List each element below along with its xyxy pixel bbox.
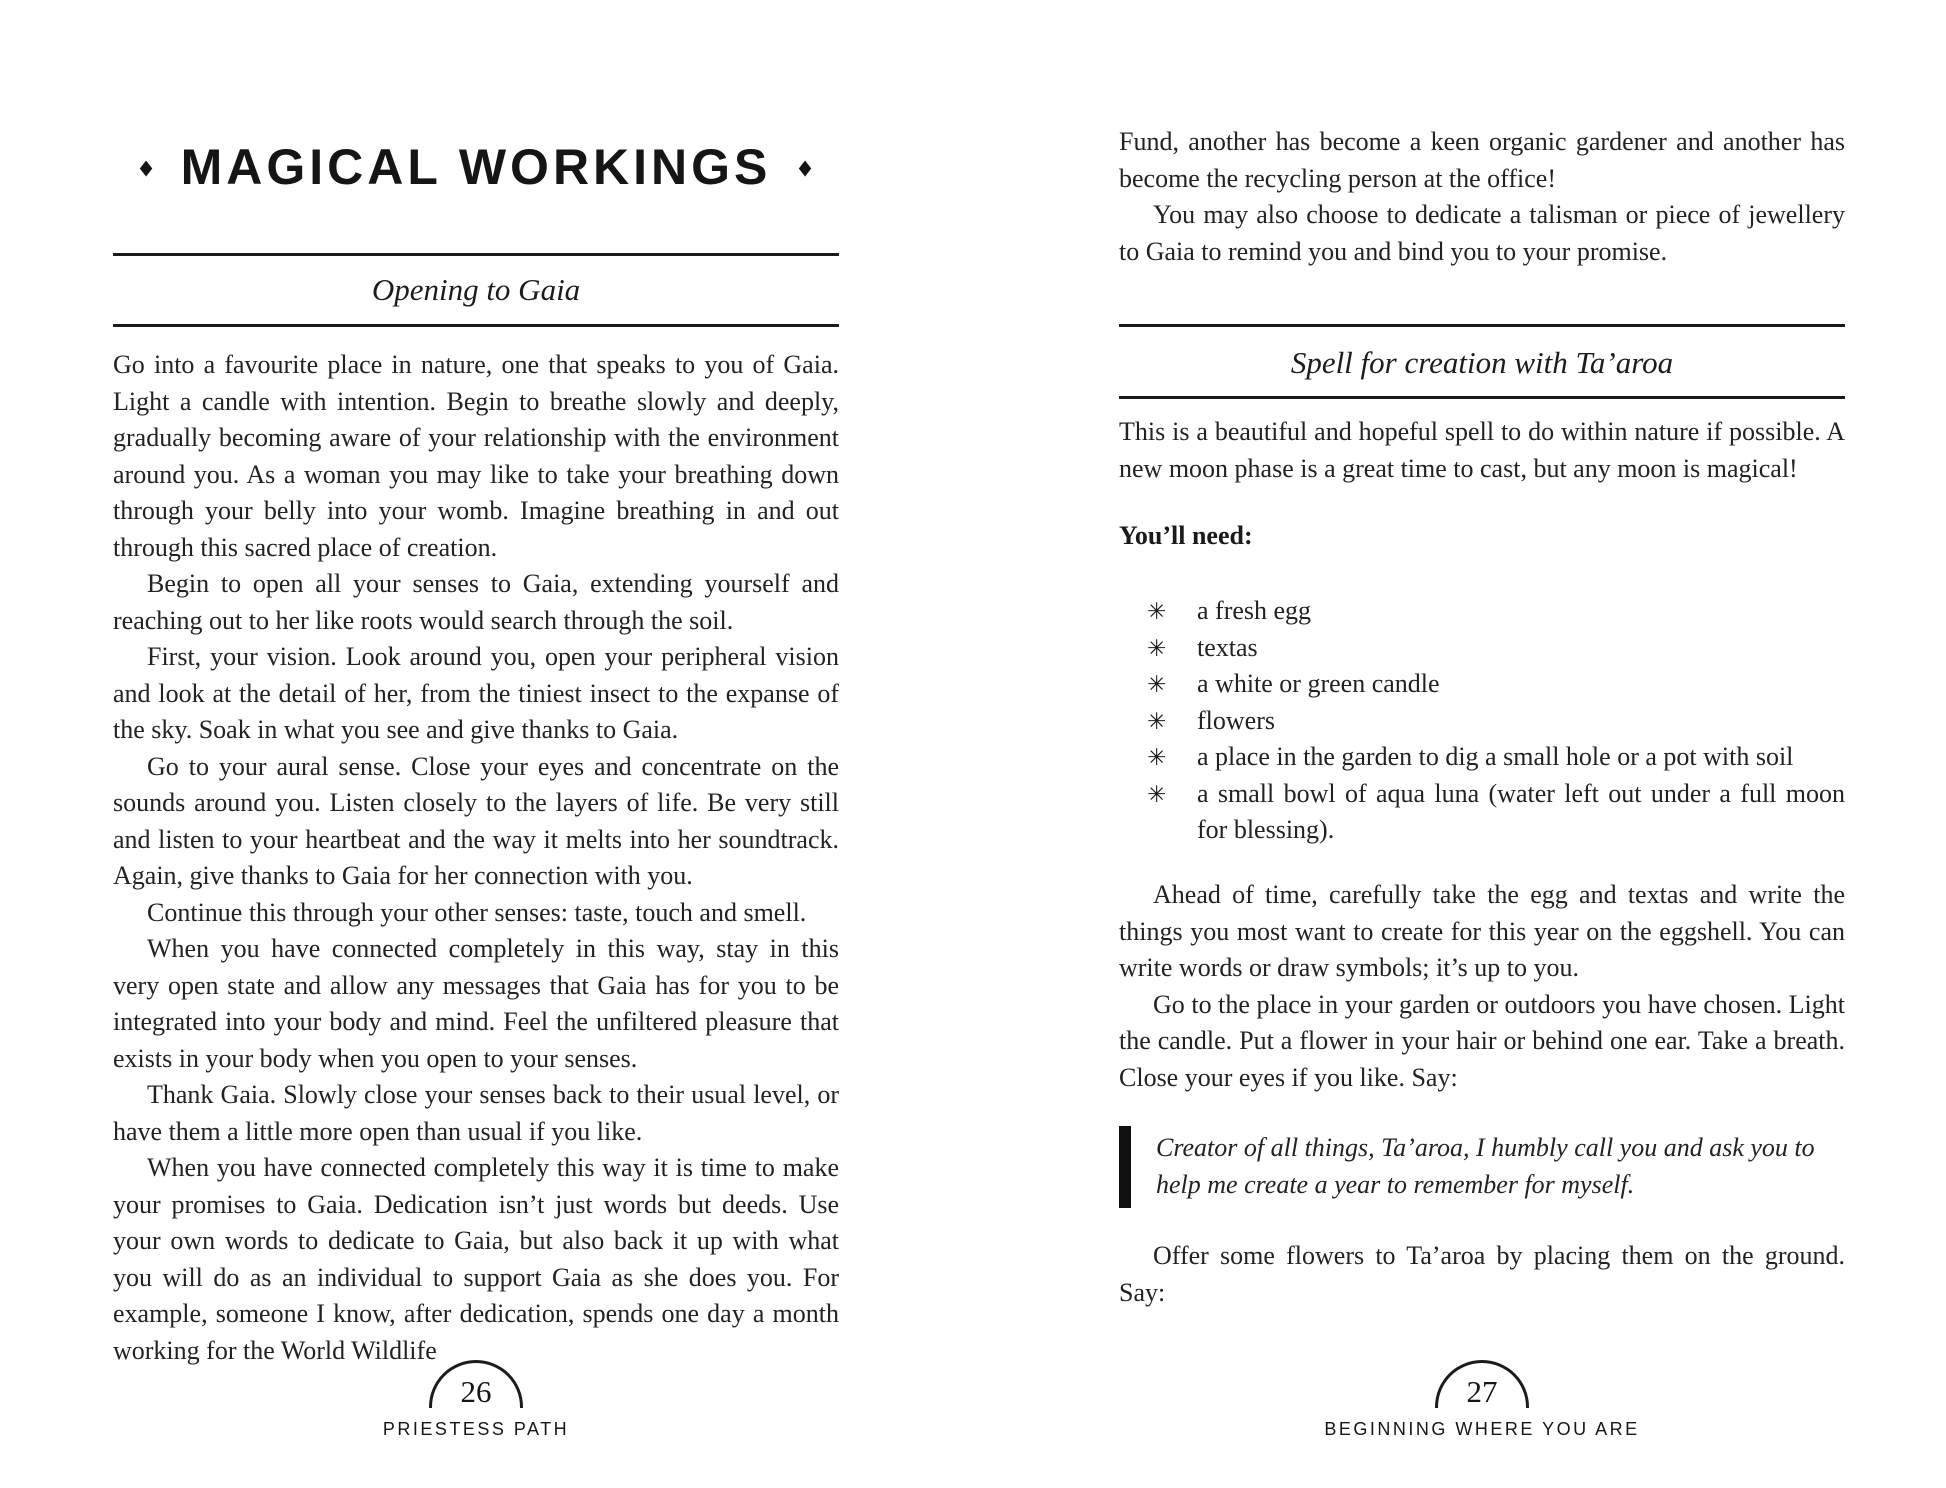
page-number: 27 xyxy=(1466,1374,1498,1409)
list-item-text: flowers xyxy=(1197,705,1275,735)
paragraph: When you have connected completely this way it is time to make your promises to Gaia. Dedication isn’t just words but deeds. Use your own words to dedicate to Gaia, but also back it up with what you will do as an individual to support Gaia as she does you. For example, someone I know, after dedication, spends one day a month working for the World Wildlife xyxy=(113,1153,839,1365)
section-divider xyxy=(113,253,839,256)
paragraph: First, your vision. Look around you, open your peripheral vision and look at the detail of her, from the tiniest insect to the expanse of the sky. Soak in what you see and give thanks to Gaia. xyxy=(113,642,839,744)
paragraph: Continue this through your other senses: taste, touch and smell. xyxy=(147,897,807,927)
list-item xyxy=(1119,776,1845,849)
list-item xyxy=(1119,739,1845,776)
star-bullet-icon: ✳ xyxy=(1147,599,1167,624)
incantation-quote: Creator of all things, Ta’aroa, I humbly call you and ask you to help me create a year to remember for myself. xyxy=(1119,1126,1845,1208)
section-divider xyxy=(1119,324,1845,327)
left-page-body xyxy=(113,347,839,1369)
list-item-text: a fresh egg xyxy=(1197,596,1312,625)
list-item-text: a place in the garden to dig a small hole or a pot with soil xyxy=(1197,742,1794,771)
page-number: 26 xyxy=(460,1374,492,1409)
list-item xyxy=(1119,593,1845,630)
section-divider xyxy=(1119,396,1845,399)
paragraph: Ahead of time, carefully take the egg and textas and write the things you most want to create for this year on the eggshell. You can write words or draw symbols; it’s up to you. xyxy=(1119,880,1845,982)
paragraph: When you have connected completely in this way, stay in this very open state and allow any messages that Gaia has for you to be integrated into your body and mind. Feel the unfiltered pleasure that exists in your body when you open to your senses. xyxy=(113,934,839,1073)
right-page xyxy=(1119,0,1845,1488)
diamond-icon: ◆ xyxy=(140,154,153,179)
needs-list xyxy=(1119,593,1845,849)
list-item-text: textas xyxy=(1197,632,1258,662)
running-footer: BEGINNING WHERE YOU ARE xyxy=(1324,1419,1640,1439)
list-item xyxy=(1119,666,1845,703)
paragraph: You may also choose to dedicate a talisman or piece of jewellery to Gaia to remind you and bind you to your promise. xyxy=(1119,200,1845,266)
needs-label: You’ll need: xyxy=(1119,521,1253,550)
paragraph: Offer some flowers to Ta’aroa by placing them on the ground. Say: xyxy=(1119,1241,1845,1307)
right-page-continuation xyxy=(1119,124,1845,270)
section-divider xyxy=(113,324,839,327)
spell-instructions xyxy=(1119,877,1845,1096)
chapter-title: MAGICAL WORKINGS xyxy=(180,139,772,195)
paragraph: Fund, another has become a keen organic gardener and another has become the recycling person at the office! xyxy=(1119,127,1845,193)
star-bullet-icon: ✳ xyxy=(1147,672,1167,697)
needs-label-row xyxy=(1119,521,1845,551)
left-page xyxy=(113,0,839,1488)
paragraph: Thank Gaia. Slowly close your senses back to their usual level, or have them a little more open than usual if you like. xyxy=(113,1080,839,1146)
list-item xyxy=(1119,703,1845,740)
running-footer: PRIESTESS PATH xyxy=(382,1419,570,1439)
closing-instruction xyxy=(1119,1238,1845,1311)
list-item xyxy=(1119,630,1845,667)
section-heading-opening-to-gaia: Opening to Gaia xyxy=(371,272,581,307)
paragraph: Go to the place in your garden or outdoors you have chosen. Light the candle. Put a flower in your hair or behind one ear. Take a breath. Close your eyes if you like. Say: xyxy=(1119,989,1845,1092)
paragraph: Begin to open all your senses to Gaia, extending yourself and reaching out to her like roots would search through the soil. xyxy=(113,569,839,635)
list-item-text: a white or green candle xyxy=(1197,669,1440,698)
page-number-arc xyxy=(1435,1360,1529,1408)
star-bullet-icon: ✳ xyxy=(1147,635,1167,661)
star-bullet-icon: ✳ xyxy=(1147,708,1167,734)
section-heading-spell-for-creation: Spell for creation with Ta’aroa xyxy=(1290,345,1674,380)
chapter-header xyxy=(113,138,839,196)
paragraph: This is a beautiful and hopeful spell to do within nature if possible. A new moon phase is a great time to cast, but any moon is magical! xyxy=(1119,417,1845,483)
spell-intro xyxy=(1119,414,1845,487)
star-bullet-icon: ✳ xyxy=(1147,781,1167,807)
list-item-text: a small bowl of aqua luna (water left out under a full moon for blessing). xyxy=(1197,778,1845,844)
star-bullet-icon: ✳ xyxy=(1147,745,1167,770)
diamond-icon: ◆ xyxy=(799,154,812,179)
paragraph: Go to your aural sense. Close your eyes and concentrate on the sounds around you. Listen closely to the layers of life. Be very still and listen to your heartbeat and the way it melts into her soundtrack. Again, give thanks to Gaia for her connection with you. xyxy=(113,751,839,890)
paragraph: Go into a favourite place in nature, one that speaks to you of Gaia. Light a candle with intention. Begin to breathe slowly and deeply, gradually becoming aware of your relationship with the environment around you. As a woman you may like to take your breathing down through your belly into your womb. Imagine breathing in and out through this sacred place of creation. xyxy=(113,350,839,562)
